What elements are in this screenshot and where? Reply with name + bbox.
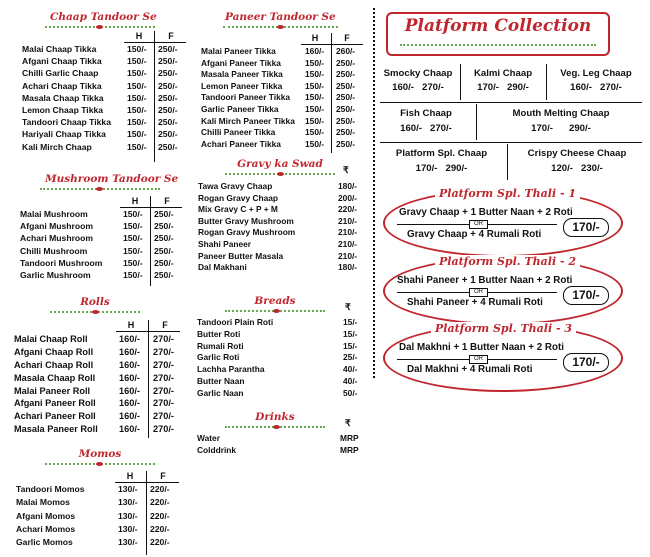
title-underline-dot [96,462,103,466]
or-badge: OR [469,288,488,297]
drinks-section [195,405,370,455]
platform-grid [376,62,650,180]
col-header-h: H [131,196,139,206]
column-divider [148,320,149,438]
platform-item-prices: 160/- 270/- [400,123,452,134]
title-underline-dot [273,309,280,313]
half-prices: 150/- 150/- 150/- 150/- 150/- 150/- 150/- 150/- 150/- [127,44,147,152]
thali-option-2: Shahi Paneer + 4 Rumali Roti [407,297,543,308]
col-header-h: H [126,471,134,481]
col-header-f: F [344,33,350,43]
section-title: Momos [78,448,122,460]
grid-divider [380,102,642,103]
section-title: Paneer Tandoor Se [225,11,336,23]
rupee-symbol: ₹ [343,165,349,175]
section-title: Mushroom Tandoor Se [45,173,179,185]
full-prices: 250/- 250/- 250/- 250/- 250/- 250/- [154,209,174,280]
rolls-section [0,292,190,442]
col-header-f: F [168,31,174,41]
col-header-f: F [162,320,168,330]
platform-item-prices: 170/- 290/- [415,163,468,174]
thali-price: 170/- [563,218,609,237]
momos-section [0,445,200,557]
col-header-f: F [160,471,166,481]
section-title: Breads [254,295,296,307]
half-prices: 160/- 150/- 150/- 150/- 150/- 150/- 150/- 150/- 150/- [305,46,325,149]
platform-item-name: Crispy Cheese Chaap [527,148,627,159]
title-underline-dot [96,25,103,29]
prices: MRP MRP [340,433,359,455]
thali-card-2 [383,253,623,327]
section-title: Rolls [80,296,110,308]
or-badge: OR [469,220,488,229]
platform-item-name: Mouth Melting Chaap [512,108,610,119]
thali-price: 170/- [563,286,609,305]
grid-divider [380,142,642,143]
thali-title: Platform Spl. Thali - 1 [435,187,580,200]
section-title: Gravy ka Swad [237,158,323,170]
thali-option-2: Dal Makhni + 4 Rumali Roti [407,364,533,375]
item-names: Malai Chaap Tikka Afgani Chaap Tikka Chilli Garlic Chaap Achari Chaap Tikka Masala Chaap Tikka Lemon Chaap Tikka Tandoori Chaap Tikka Hariyali Chaap Tikka Kali Mirch Chaap [22,44,111,152]
col-header-h: H [135,31,143,41]
column-divider [150,196,151,286]
platform-item-name: Fish Chaap [400,108,452,119]
thali-title: Platform Spl. Thali - 2 [435,255,580,268]
platform-title: Platform Collection [404,16,592,36]
platform-item-prices: 170/- 290/- [531,123,591,134]
prices: 15/- 15/- 15/- 25/- 40/- 40/- 50/- [343,317,358,398]
full-prices: 250/- 250/- 250/- 250/- 250/- 250/- 250/- 250/- 250/- [158,44,178,152]
thali-option-1: Gravy Chaap + 1 Butter Naan + 2 Roti [399,207,573,218]
thali-card-3 [383,320,623,394]
platform-item-prices: 120/- 230/- [551,163,603,174]
thali-title: Platform Spl. Thali - 3 [431,322,576,335]
gravy-section [195,155,370,280]
rupee-symbol: ₹ [345,302,351,312]
col-header-h: H [127,320,135,330]
full-prices: 270/- 270/- 270/- 270/- 270/- 270/- 270/- 270/- [153,334,174,435]
col-header-f: F [164,196,170,206]
item-names: Tandoori Momos Malai Momos Afgani Momos Achari Momos Garlic Momos [16,484,85,548]
breads-section [195,292,370,404]
item-names: Malai Mushroom Afgani Mushroom Achari Mushroom Chilli Mushroom Tandoori Mushroom Garlic Mushroom [20,209,103,280]
title-underline-dot [277,25,284,29]
section-title: Chaap Tandoor Se [50,11,157,23]
platform-item-name: Platform Spl. Chaap [395,148,488,159]
column-divider [331,33,332,153]
item-names: Tandoori Plain Roti Butter Roti Rumali Roti Garlic Roti Lachha Parantha Butter Naan Garlic Naan [197,317,274,398]
rupee-symbol: ₹ [345,418,351,428]
item-names: Malai Paneer Tikka Afgani Paneer Tikka Masala Paneer Tikka Lemon Paneer Tikka Tandoori Paneer Tikka Garlic Paneer Tikka Kali Mirch Paneer Tikka Chilli Paneer Tikka Achari Paneer Tikka [201,46,295,149]
half-prices: 160/- 160/- 160/- 160/- 160/- 160/- 160/- 160/- [119,334,140,435]
platform-item-name: Kalmi Chaap [473,68,533,79]
title-underline-dot [92,310,99,314]
platform-item-prices: 160/- 270/- [392,82,444,93]
column-divider [154,31,155,162]
platform-item-name: Veg. Leg Chaap [560,68,632,79]
thali-card-1 [383,185,623,259]
item-names: Malai Chaap Roll Afgani Chaap Roll Achari Chaap Roll Masala Chaap Roll Malai Paneer Roll Afgani Paneer Roll Achari Paneer Roll Masala Paneer Roll [14,334,98,435]
thali-option-2: Gravy Chaap + 4 Rumali Roti [407,229,542,240]
column-divider [146,471,147,555]
full-prices: 260/- 250/- 250/- 250/- 250/- 250/- 250/- 250/- 250/- [336,46,356,149]
item-names: Tawa Gravy Chaap Rogan Gravy Chaap Mix Gravy C + P + M Butter Gravy Mushroom Rogan Gravy Mushroom Shahi Paneer Paneer Butter Masala Dal Makhani [198,181,296,273]
full-prices: 220/- 220/- 220/- 220/- 220/- [150,484,170,548]
platform-item-name: Smocky Chaap [383,68,453,79]
column-separator [373,8,375,378]
thali-price: 170/- [563,353,609,372]
chaap-tandoor-section [0,0,190,170]
platform-item-prices: 160/- 270/- [570,82,622,93]
platform-title-underline [400,44,596,46]
thali-option-1: Shahi Paneer + 1 Butter Naan + 2 Roti [397,275,573,286]
or-badge: OR [469,355,488,364]
prices: 180/- 200/- 220/- 210/- 210/- 210/- 210/- 180/- [338,181,358,273]
half-prices: 150/- 150/- 150/- 150/- 150/- 150/- [123,209,143,280]
title-underline-dot [96,187,103,191]
half-prices: 130/- 130/- 130/- 130/- 130/- [118,484,138,548]
section-title: Drinks [255,411,295,423]
col-header-h: H [311,33,319,43]
title-underline-dot [273,425,280,429]
mushroom-tandoor-section [0,170,190,290]
platform-item-prices: 170/- 290/- [477,82,529,93]
thali-option-1: Dal Makhni + 1 Butter Naan + 2 Roti [399,342,564,353]
title-underline-dot [277,172,284,176]
item-names: Water Colddrink [197,433,237,455]
paneer-tandoor-section [195,0,370,160]
